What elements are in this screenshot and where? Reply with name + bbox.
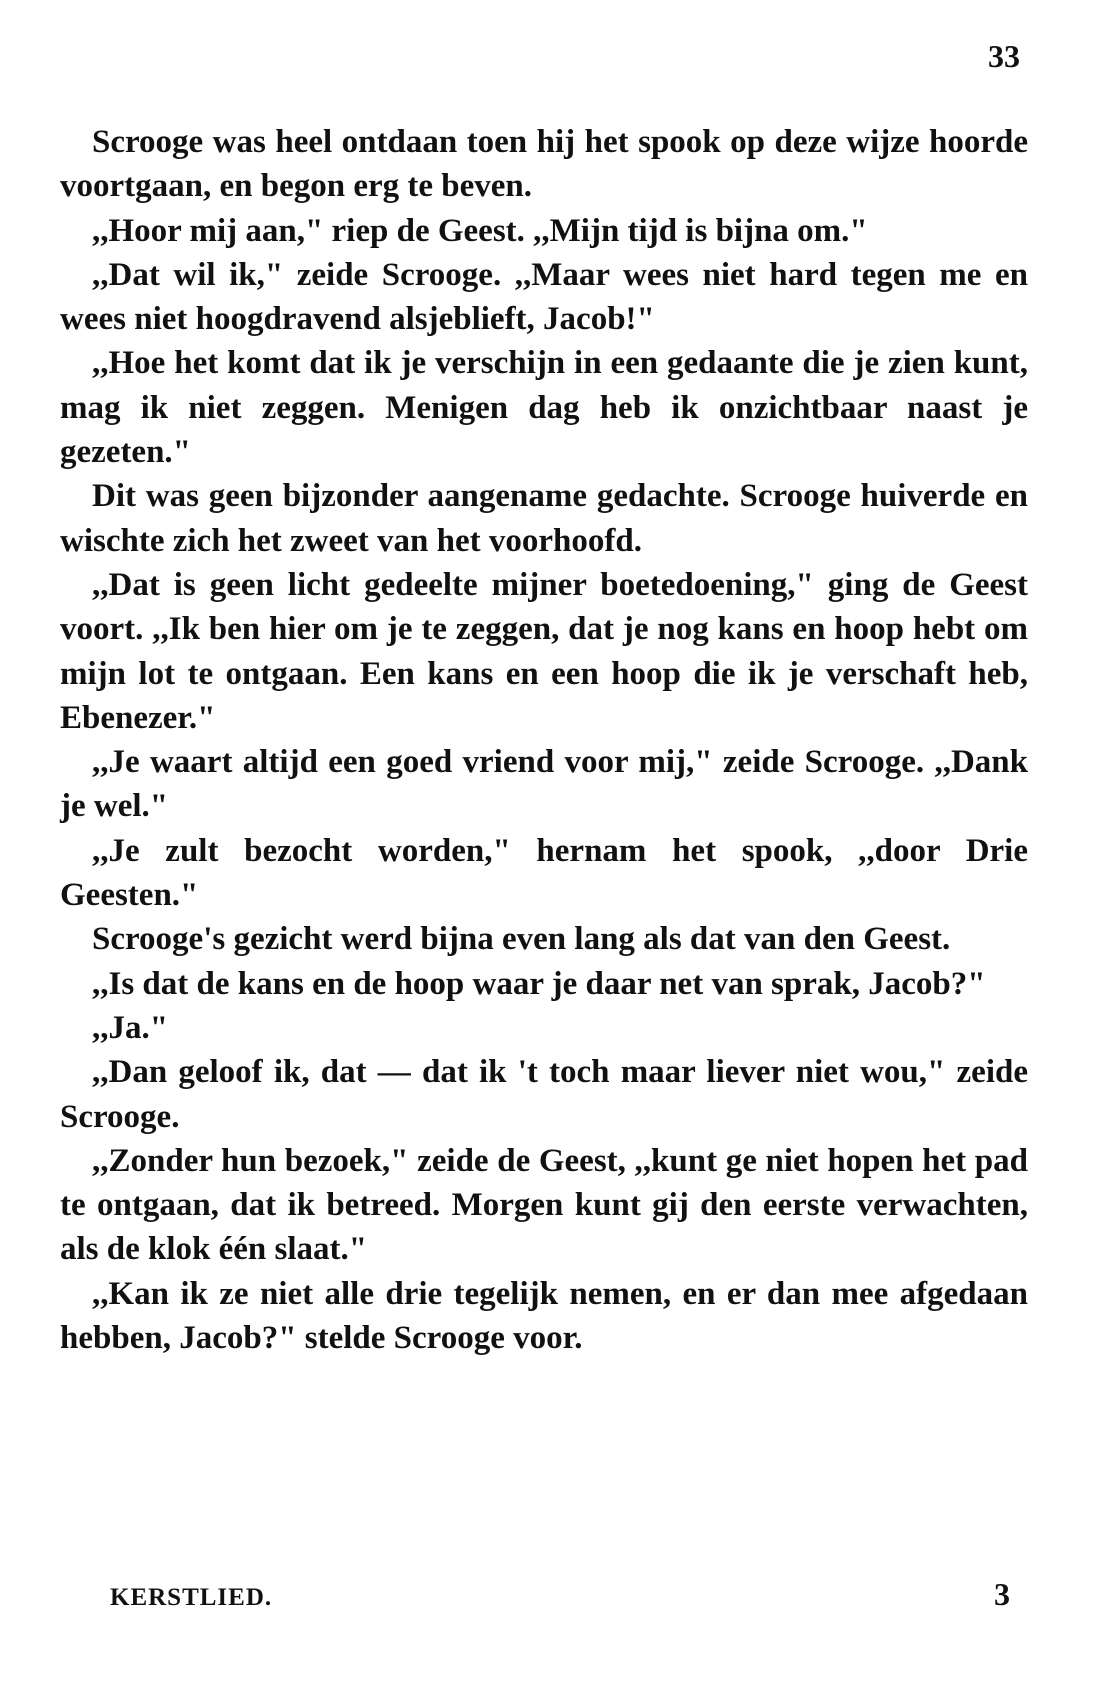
paragraph: ,,Zonder hun bezoek," zeide de Geest, ,,kunt ge niet hopen het pad te ontgaan, dat ik betreed. Morgen kunt gij den eerste verwachten, als de klok één slaat." (60, 1142, 1028, 1268)
paragraph: ,,Hoor mij aan," riep de Geest. ,,Mijn tijd is bijna om." (92, 212, 868, 249)
paragraph: Scrooge's gezicht werd bijna even lang als dat van den Geest. (92, 921, 951, 958)
paragraph: ,,Is dat de kans en de hoop waar je daar net van sprak, Jacob?" (92, 965, 986, 1002)
signature-mark: KERSTLIED. (110, 1584, 273, 1611)
signature-number: 3 (994, 1576, 1010, 1612)
paragraph: ,,Je zult bezocht worden," hernam het spook, ,,door Drie Geesten." (60, 832, 1028, 914)
paragraph: ,,Ja." (92, 1009, 169, 1046)
paragraph: ,,Dat wil ik," zeide Scrooge. ,,Maar wees niet hard tegen me en wees niet hoogdravend alsjeblieft, Jacob!" (60, 256, 1028, 338)
paragraph: Scrooge was heel ontdaan toen hij het spook op deze wijze hoorde voortgaan, en begon erg te beven. (60, 124, 1028, 205)
paragraph: ,,Dan geloof ik, dat — dat ik 't toch maar liever niet wou," zeide Scrooge. (60, 1054, 1028, 1135)
paragraph: Dit was geen bijzonder aangename gedachte. Scrooge huiverde en wischte zich het zweet van het voorhoofd. (60, 478, 1028, 559)
body-text (60, 120, 1028, 1360)
paragraph: ,,Hoe het komt dat ik je verschijn in een gedaante die je zien kunt, mag ik niet zeggen. Menigen dag heb ik onzichtbaar naast je gezeten." (60, 345, 1028, 471)
paragraph: ,,Je waart altijd een goed vriend voor mij," zeide Scrooge. ,,Dank je wel." (60, 744, 1028, 825)
paragraph: ,,Dat is geen licht gedeelte mijner boetedoening," ging de Geest voort. ,,Ik ben hier om je te zeggen, dat je nog kans en hoop hebt om mijn lot te ontgaan. Een kans en een hoop die ik je verschaft heb, Ebenezer." (60, 566, 1028, 736)
paragraph: ,,Kan ik ze niet alle drie tegelijk nemen, en er dan mee afgedaan hebben, Jacob?" stelde Scrooge voor. (60, 1275, 1028, 1357)
page-number: 33 (988, 38, 1020, 74)
